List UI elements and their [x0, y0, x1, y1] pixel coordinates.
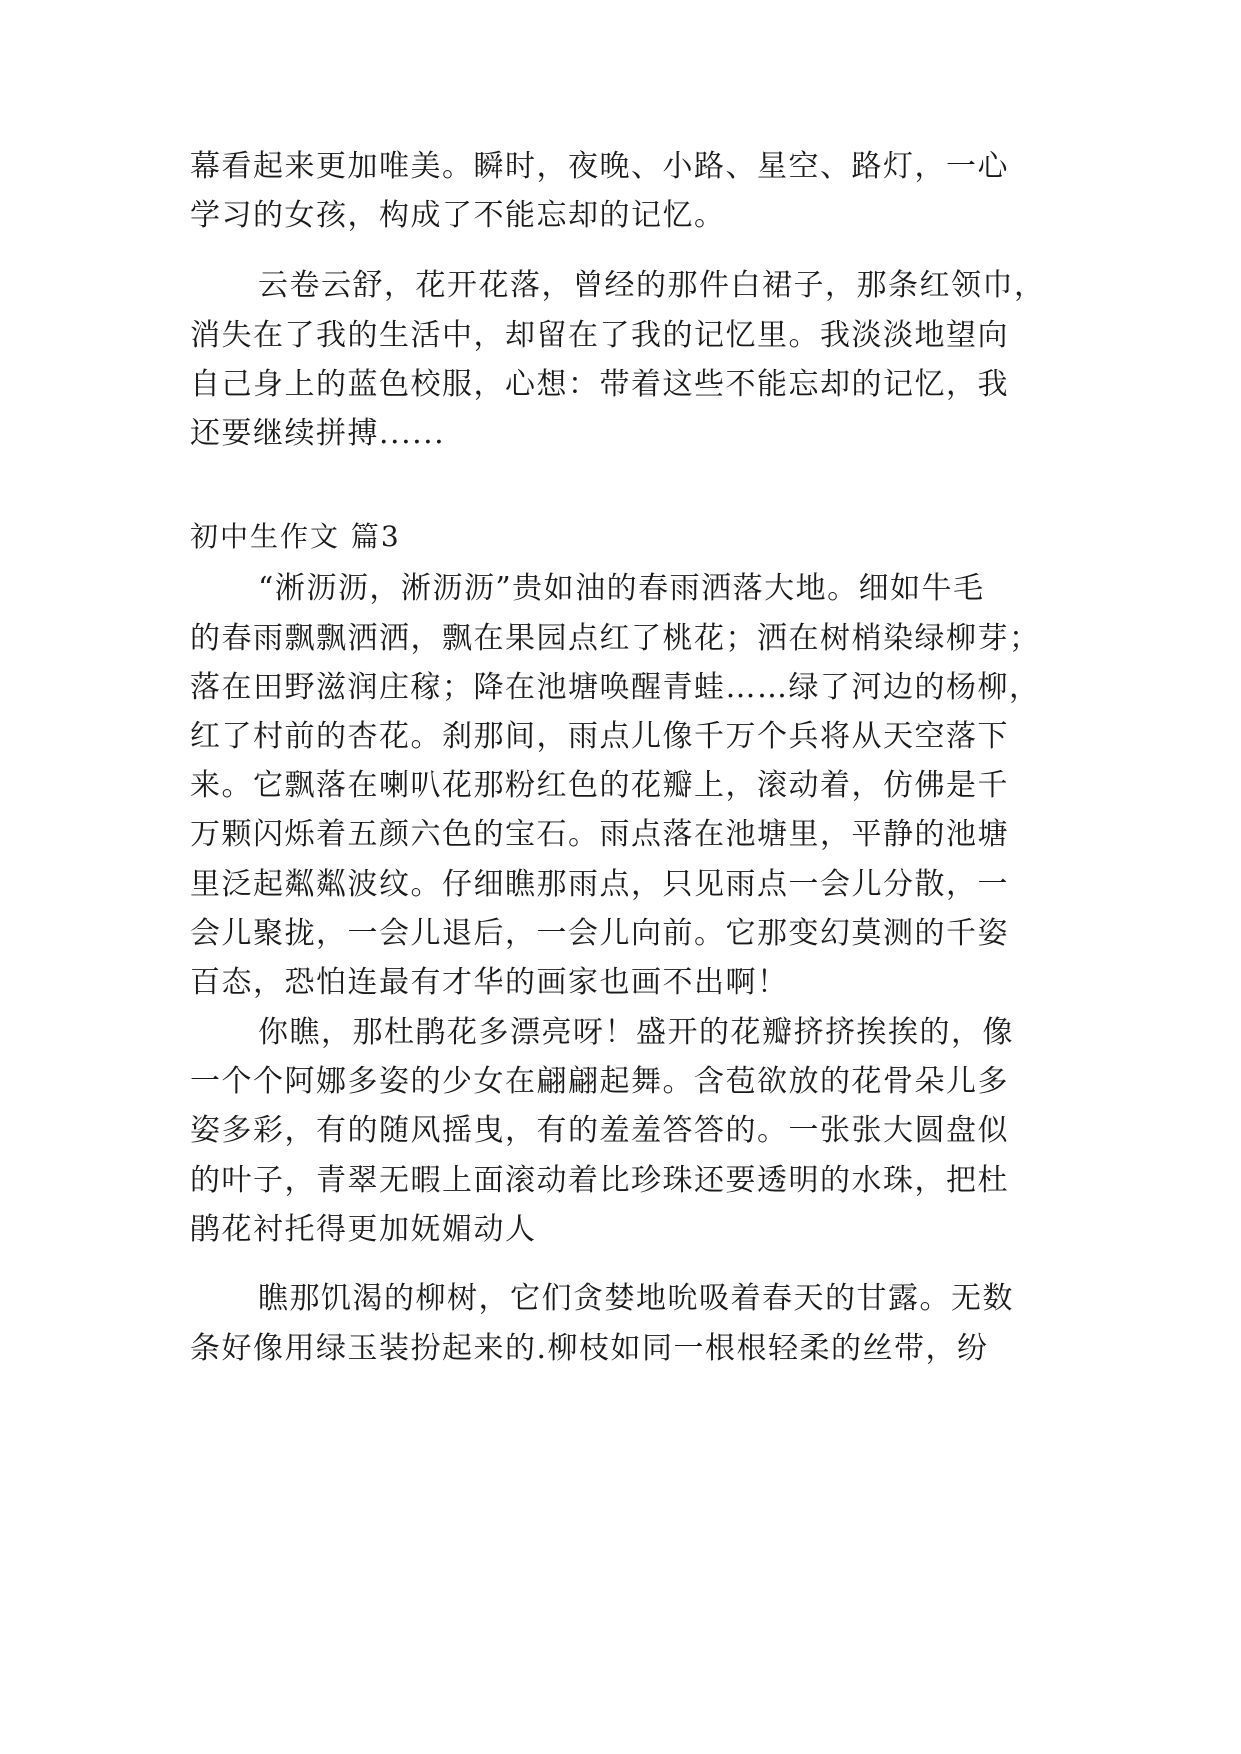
text-line: 幕看起来更加唯美。瞬时，夜晚、小路、星空、路灯，一心 — [190, 149, 1009, 184]
text-line: 会儿聚拢，一会儿退后，一会儿向前。它那变幻莫测的千姿 — [190, 916, 1009, 951]
text-line: 条好像用绿玉装扮起来的.柳枝如同一根根轻柔的丝带，纷 — [190, 1331, 989, 1366]
text-line: 鹃花衬托得更加妩媚动人 — [190, 1212, 537, 1247]
text-line: 落在田野滋润庄稼；降在池塘唤醒青蛙……绿了河边的杨柳， — [190, 670, 1041, 705]
text-line: 还要继续拼搏...... — [190, 416, 446, 451]
text-line: 自己身上的蓝色校服，心想：带着这些不能忘却的记忆，我 — [190, 367, 1009, 402]
text-line: 消失在了我的生活中，却留在了我的记忆里。我淡淡地望向 — [190, 318, 1009, 353]
text-line: 学习的女孩，构成了不能忘却的记忆。 — [190, 198, 726, 233]
text-line: 里泛起粼粼波纹。仔细瞧那雨点，只见雨点一会儿分散，一 — [190, 867, 1009, 902]
paragraph-first-line: “淅沥沥，淅沥沥”贵如油的春雨洒落大地。细如牛毛 — [258, 571, 985, 606]
text-line: 来。它飘落在喇叭花那粉红色的花瓣上，滚动着，仿佛是千 — [190, 768, 1009, 803]
section-title: 初中生作文 篇3 — [190, 520, 401, 553]
text-line: 的春雨飘飘洒洒，飘在果园点红了桃花；洒在树梢染绿柳芽； — [190, 621, 1041, 656]
paragraph-first-line: 瞧那饥渴的柳树，它们贪婪地吮吸着春天的甘露。无数 — [258, 1281, 1014, 1316]
paragraph-first-line: 云卷云舒，花开花落，曾经的那件白裙子，那条红领巾， — [258, 268, 1046, 303]
text-line: 百态，恐怕连最有才华的画家也画不出啊！ — [190, 965, 789, 1000]
text-line: 姿多彩，有的随风摇曳，有的羞羞答答的。一张张大圆盘似 — [190, 1113, 1009, 1148]
text-line: 的叶子，青翠无暇上面滚动着比珍珠还要透明的水珠，把杜 — [190, 1163, 1009, 1198]
text-line: 红了村前的杏花。刹那间，雨点儿像千万个兵将从天空落下 — [190, 719, 1009, 754]
text-line: 万颗闪烁着五颜六色的宝石。雨点落在池塘里，平静的池塘 — [190, 817, 1009, 852]
paragraph-first-line: 你瞧，那杜鹃花多漂亮呀！盛开的花瓣挤挤挨挨的，像 — [258, 1015, 1014, 1050]
text-line: 一个个阿娜多姿的少女在翩翩起舞。含苞欲放的花骨朵儿多 — [190, 1064, 1009, 1099]
